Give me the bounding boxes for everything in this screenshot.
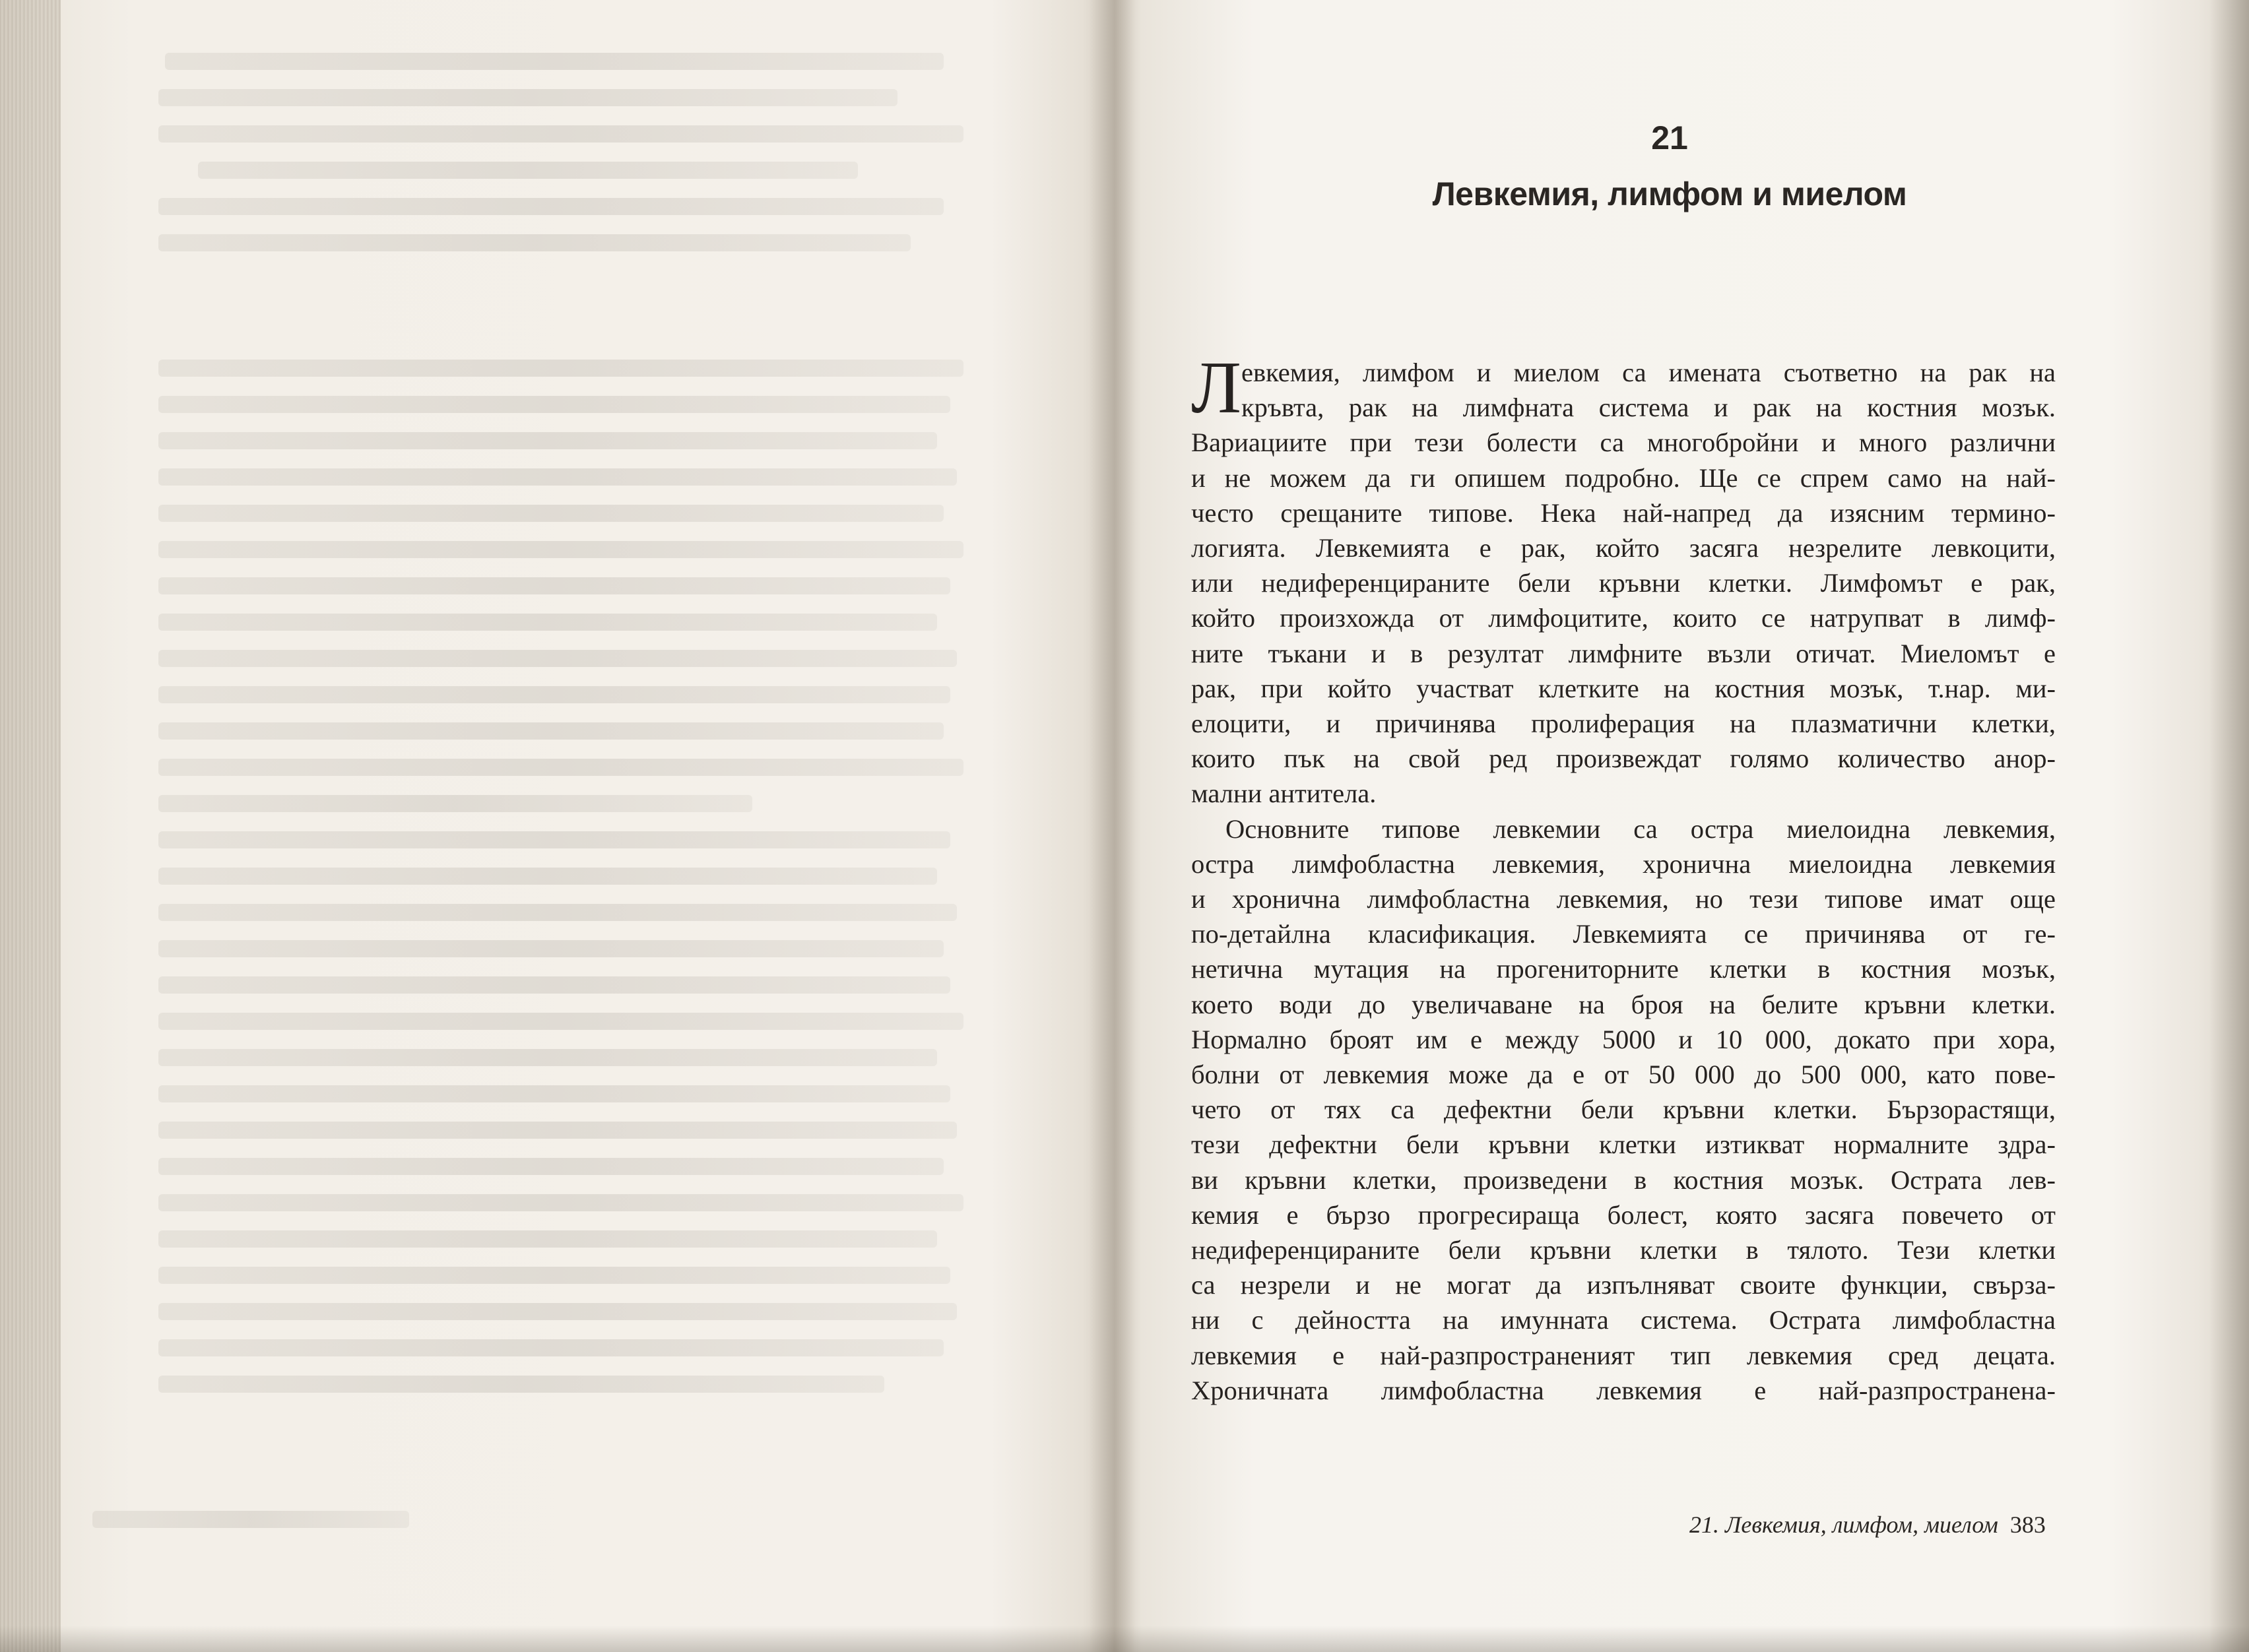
page-number: 383 bbox=[2009, 1511, 2046, 1538]
text-line: мални антитела. bbox=[1191, 778, 1377, 809]
text-line: които пък на свой ред произвеждат голямо количество анор- bbox=[1191, 744, 2056, 774]
text-line: Хроничната лимфобластна левкемия е най-разпространена- bbox=[1191, 1375, 2056, 1405]
text-line: тези дефектни бели кръвни клетки изтикват нормалните здра- bbox=[1191, 1129, 2056, 1160]
text-line: логията. Левкемията е рак, който засяга незрелите левкоцити, bbox=[1191, 533, 2056, 563]
page-footer bbox=[1689, 1511, 2118, 1539]
text-line: са незрели и не могат да изпълняват своите функции, свърза- bbox=[1191, 1270, 2056, 1300]
book-gutter bbox=[1089, 0, 1135, 1652]
text-line: елоцити, и причинява пролиферация на плазматични клетки, bbox=[1191, 709, 2056, 739]
text-line: кемия е бързо прогресираща болест, която засяга повечето от bbox=[1191, 1199, 2056, 1230]
text-line: недиференцираните бели кръвни клетки в тялото. Тези клетки bbox=[1191, 1235, 2056, 1265]
text-line: и хронична лимфобластна левкемия, но тези типове имат още bbox=[1191, 884, 2056, 914]
drop-cap: Л bbox=[1191, 347, 1241, 429]
chapter-number: 21 bbox=[1651, 119, 1688, 156]
text-line: който произхожда от лимфоцитите, които се натрупват в лимф- bbox=[1191, 603, 2056, 633]
bottom-shadow bbox=[0, 1626, 2249, 1652]
text-line: или недиференцираните бели кръвни клетки. Лимфомът е рак, bbox=[1191, 568, 2056, 598]
text-line: остра лимфобластна левкемия, хронична миелоидна левкемия bbox=[1191, 848, 2056, 879]
text-line: Основните типове левкемии са остра миелоидна левкемия, bbox=[1225, 813, 2056, 844]
text-line: евкемия, лимфом и миелом са имената съответно на рак на bbox=[1241, 358, 2056, 387]
paragraph-2 bbox=[1191, 811, 2056, 1408]
text-line: рак, при който участват клетките на костния мозък, т.нар. ми- bbox=[1191, 673, 2056, 703]
text-line: чето от тях са дефектни бели кръвни клетки. Бързорастящи, bbox=[1191, 1095, 2056, 1125]
chapter-title: Левкемия, лимфом и миелом bbox=[1432, 175, 1907, 212]
text-line: Нормално броят им е между 5000 и 10 000, докато при хора, bbox=[1191, 1024, 2056, 1054]
text-line: ните тъкани и в резултат лимфните възли отичат. Миеломът е bbox=[1191, 638, 2056, 668]
text-line: и не можем да ги опишем подробно. Ще се спрем само на най- bbox=[1191, 462, 2056, 493]
text-line: често срещаните типове. Нека най-напред да изясним термино- bbox=[1191, 497, 2056, 528]
text-line: което води до увеличаване на броя на белите кръвни клетки. bbox=[1191, 989, 2056, 1019]
text-line: болни от левкемия може да е от 50 000 до 500 000, като пове- bbox=[1191, 1060, 2056, 1090]
paragraph-1 bbox=[1191, 347, 2056, 811]
running-title: 21. Левкемия, лимфом, миелом bbox=[1689, 1511, 1998, 1538]
text-line: по-детайлна класификация. Левкемията се причинява от ге- bbox=[1191, 919, 2056, 949]
text-line: кръвта, рак на лимфната система и рак на костния мозък. bbox=[1241, 393, 2056, 423]
text-line: нетична мутация на прогениторните клетки в костния мозък, bbox=[1191, 954, 2056, 984]
chapter-body bbox=[1191, 347, 2056, 1408]
text-line: левкемия е най-разпространеният тип левкемия сред децата. bbox=[1191, 1340, 2056, 1370]
text-line: ни с дейността на имунната система. Острата лимфобластна bbox=[1191, 1305, 2056, 1335]
right-page-edge bbox=[2209, 0, 2249, 1652]
text-line: Вариациите при тези болести са многобройни и много различни bbox=[1191, 428, 2056, 458]
text-line: ви кръвни клетки, произведени в костния мозък. Острата лев- bbox=[1191, 1164, 2056, 1195]
page-edges bbox=[0, 0, 61, 1652]
